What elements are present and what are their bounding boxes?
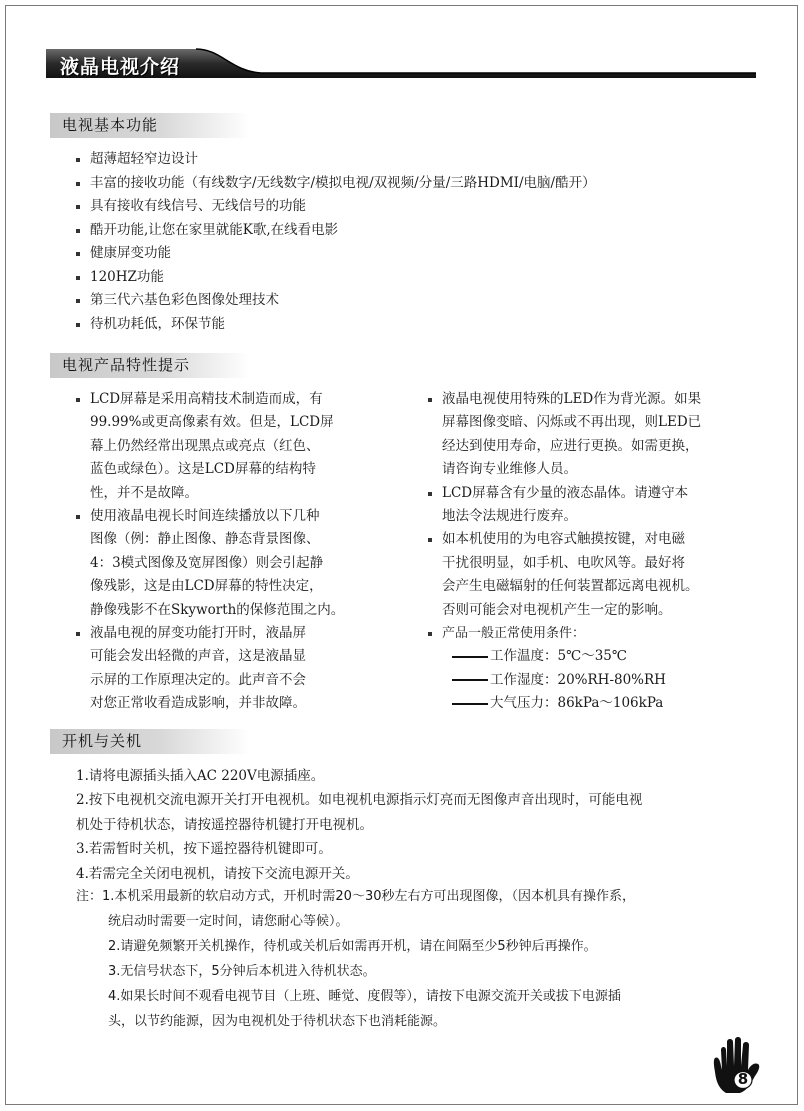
power-note-line: 3.无信号状态下，5分钟后本机进入待机状态。 (108, 964, 376, 979)
dash-mark (452, 656, 488, 658)
section-heading-basic: 电视基本功能 (50, 113, 250, 138)
feature-note-line: LCD屏幕含有少量的液态晶体。请遵守本 (442, 484, 689, 501)
feature-note-line: LCD屏幕是采用高精技术制造而成，有 (90, 391, 323, 407)
feature-note (76, 505, 406, 622)
feature-note-line: 4：3模式图像及宽屏图像）则会引起静 (90, 554, 324, 571)
power-note-line: 头，以节约能源，因为电视机处于待机状态下也消耗能源。 (108, 1014, 447, 1029)
feature-item: 超薄超轻窄边设计 (76, 148, 596, 172)
dash-mark (452, 679, 488, 681)
feature-note-line: 会产生电磁辐射的任何装置都远离电视机。 (442, 578, 699, 595)
section-heading-features: 电视产品特性提示 (50, 353, 250, 378)
page-number: 8 (737, 1070, 749, 1088)
feature-note-line: 否则可能会对电视机产生一定的影响。 (442, 601, 672, 618)
feature-note-line: 可能会发出轻微的声音，这是液晶显 (90, 648, 306, 665)
feature-note (76, 388, 406, 505)
feature-note (428, 388, 768, 482)
feature-item: 待机功耗低，环保节能 (76, 313, 596, 337)
feature-note-line: 示屏的工作原理决定的。此声音不会 (90, 671, 306, 688)
feature-item: 酷开功能,让您在家里就能K歌,在线看电影 (76, 219, 596, 243)
feature-note-line: 99.99%或更高像素有效。但是，LCD屏 (90, 414, 334, 431)
banner-title: 液晶电视介绍 (60, 56, 181, 78)
feature-note-line: 蓝色或绿色）。这是LCD屏幕的结构特 (90, 461, 316, 478)
power-note-line: 统启动时需要一定时间，请您耐心等候）。 (108, 914, 349, 929)
feature-note-line: 使用液晶电视长时间连续播放以下几种 (90, 508, 320, 525)
usage-conditions-title: 产品一般正常使用条件： (442, 626, 586, 642)
page-number-badge (712, 1036, 762, 1094)
features-right-column (428, 388, 768, 716)
feature-note-line: 图像（例：静止图像、静态背景图像、 (90, 531, 320, 548)
feature-note-line: 静像残影不在Skyworth的保修范围之内。 (90, 601, 345, 618)
power-step-line: 3.若需暂时关机，按下遥控器待机键即可。 (76, 841, 332, 858)
power-step-line: 4.若需完全关闭电视机，请按下交流电源开关。 (76, 865, 359, 882)
features-left-column (76, 388, 406, 716)
feature-note-line: 如本机使用的为电容式触摸按键，对电磁 (442, 531, 685, 548)
feature-note (428, 482, 768, 529)
power-note-line: 4.如果长时间不观看电视节目（上班、睡觉、度假等），请按下电源交流开关或拔下电源插 (108, 989, 621, 1004)
feature-note-line: 性，并不是故障。 (90, 484, 198, 501)
feature-note-line: 液晶电视使用特殊的LED作为背光源。如果 (442, 391, 702, 407)
power-step-line: 机处于待机状态，请按遥控器待机键打开电视机。 (76, 816, 373, 833)
feature-note-line: 地法令法规进行废弃。 (442, 508, 577, 525)
usage-condition-text: 工作湿度：20%RH-80%RH (490, 671, 666, 688)
usage-condition-text: 大气压力：86kPa～106kPa (490, 695, 664, 712)
dash-mark (452, 703, 488, 705)
chapter-banner (46, 47, 756, 81)
power-note-line: 2.请避免频繁开关机操作，待机或关机后如需再开机，请在间隔至少5秒钟后再操作。 (108, 939, 597, 954)
feature-note-line: 干扰很明显，如手机、电吹风等。最好将 (442, 554, 685, 571)
feature-note-line: 幕上仍然经常出现黑点或亮点（红色、 (90, 437, 320, 454)
feature-note-line: 对您正常收看造成影响，并非故障。 (90, 695, 306, 712)
feature-note-line: 请咨询专业维修人员。 (442, 461, 577, 478)
feature-item: 第三代六基色彩色图像处理技术 (76, 289, 596, 313)
feature-note-line: 液晶电视的屏变功能打开时，液晶屏 (90, 625, 306, 642)
basic-feature-list (76, 148, 596, 336)
usage-condition-row (442, 645, 768, 668)
power-step-line: 1.请将电源插头插入AC 220V电源插座。 (76, 768, 325, 784)
usage-condition-text: 工作温度：5℃～35℃ (490, 648, 627, 665)
feature-note (428, 528, 768, 622)
power-step-line: 2.按下电视机交流电源开关打开电视机。如电视机电源指示灯亮而无图像声音出现时，可能电视 (76, 792, 643, 809)
usage-conditions (428, 622, 768, 716)
feature-item: 具有接收有线信号、无线信号的功能 (76, 195, 596, 219)
section-heading-power: 开机与关机 (50, 729, 250, 754)
usage-condition-row (442, 669, 768, 692)
power-notes (76, 884, 766, 1034)
feature-note (76, 622, 406, 716)
feature-note-line: 像残影，这是由LCD屏幕的特性决定， (90, 578, 323, 595)
feature-note-line: 经达到使用寿命，应进行更换。如需更换， (442, 437, 699, 454)
feature-item: 120HZ功能 (76, 266, 596, 290)
power-note-line: 注：1.本机采用最新的软启动方式，开机时需20～30秒左右方可出现图像，（因本机具有操作系， (76, 889, 635, 904)
usage-condition-row (442, 692, 768, 715)
feature-note-line: 屏幕图像变暗、闪烁或不再出现，则LED已 (442, 414, 702, 431)
feature-item: 丰富的接收功能（有线数字/无线数字/模拟电视/双视频/分量/三路HDMI/电脑/酷开） (76, 172, 596, 196)
feature-item: 健康屏变功能 (76, 242, 596, 266)
power-steps (76, 764, 756, 886)
